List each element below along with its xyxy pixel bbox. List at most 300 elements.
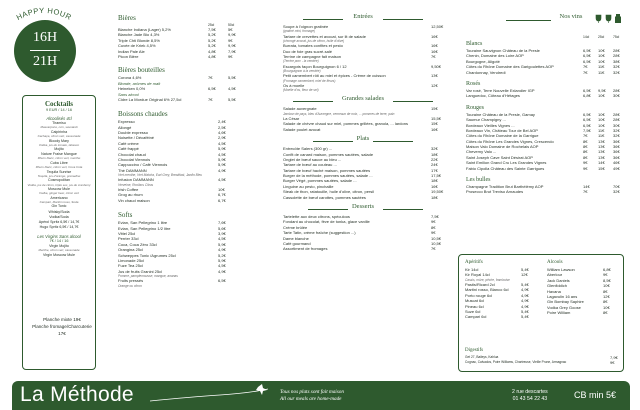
item-name: Cidre La Mordue Original 6% 27,5cl	[118, 96, 182, 102]
item-name: Pastis/Ricard 2cl	[465, 281, 495, 287]
wine-price: 10€	[598, 48, 605, 53]
item-name: Orangina 25cl	[118, 247, 143, 253]
wine-price: 6,5€	[583, 111, 591, 117]
virgin-name: Virgin Moscow Mule	[42, 252, 76, 257]
wine-price: 36€	[613, 154, 620, 160]
item-name: Glenfiddich	[547, 283, 568, 289]
item-name: Café frappé	[118, 146, 139, 152]
entrees-title: Entrées	[353, 13, 373, 20]
wine-price: 8€	[583, 144, 588, 150]
wine-price: 8€	[583, 154, 588, 160]
item-price: 15€	[431, 121, 438, 127]
item-desc: (Terrine porc - la vendée)	[283, 59, 319, 64]
item-price: 5,6€	[218, 225, 226, 231]
item-price: 4,5€	[218, 236, 226, 242]
item-price: 5,2€	[218, 252, 226, 258]
wine-name: Touraine Château de la Presle, Gamay	[466, 111, 535, 117]
wine-price: 13€	[598, 154, 605, 160]
wine-price: 11€	[598, 69, 605, 75]
item-price-large: 4,5€	[228, 86, 236, 92]
happy-hour-label: HAPPY HOUR	[14, 6, 74, 22]
item-price: 19,50€	[431, 189, 444, 195]
item-name: Cognac, Calvados, Poire Williams, Chartreuse, Vieille Prune, Armagnac	[465, 360, 567, 365]
boissons-chaudes-list	[118, 119, 253, 203]
item-price: 16€	[431, 126, 438, 132]
item-name: Petit camembert rôti au miel et épices - Crème de cuisson	[283, 73, 386, 79]
cocktail-desc: Cachaça, citron vert, cassonade	[37, 133, 81, 138]
cocktail-desc: Tequila, jus d'orange, grenadine	[37, 173, 81, 178]
item-name: Jus de fruits Granini 25cl	[118, 268, 163, 274]
item-name: Tartare de bœuf haché maison, pommes sautées	[283, 167, 371, 173]
wine-name: Chenin, Domaine des Loire AOP	[466, 53, 524, 59]
item-name: Tarte Tatin, crème fraîche (suggestion ...)	[283, 230, 356, 236]
item-name: Confit de canard maison, pommes sautées, salade	[283, 151, 374, 157]
desserts-title: Desserts	[351, 203, 375, 211]
planche-fromage: Planche fromage/Charcuterie	[32, 324, 92, 329]
vins-title: Nos vins	[559, 13, 583, 20]
item-price: 4,5€	[218, 151, 226, 157]
wine-price: 36€	[613, 144, 620, 150]
item-price: 12€	[431, 82, 438, 88]
item-name: Porto rouge 6cl	[465, 292, 493, 298]
item-price: 10€	[218, 187, 225, 192]
entrees-list	[283, 24, 443, 92]
item-price: 4,9€	[218, 167, 226, 173]
rouges-title: Rouges	[466, 104, 484, 111]
bieres-header-25: 25cl	[208, 23, 215, 27]
wine-glasses-icon	[593, 14, 623, 24]
item-name: Escargots façon Bourguignon 6 / 12	[283, 63, 347, 69]
cocktails-alcoholic-heading: Alcoolisés 4cl	[46, 116, 72, 122]
wine-price: 10€	[598, 53, 605, 59]
list-row	[118, 97, 253, 102]
item-name: Fondant au chocolat, fève de tonka, glace vanille	[283, 219, 370, 225]
item-price: 7€	[431, 246, 436, 252]
item-price: 5,4€	[521, 314, 529, 320]
wine-name: Bordeaux Vin, Château Tour de Bel AOP	[466, 127, 538, 133]
item-price: 8€	[603, 310, 608, 316]
item-name: La César	[283, 115, 300, 121]
bulles-title: Les bulles	[466, 177, 491, 184]
alcools-title: Alcools	[547, 260, 563, 265]
item-price: 4,6€	[218, 130, 226, 136]
wine-price: 28€	[613, 117, 620, 123]
item-name: Sans alcool	[118, 91, 139, 97]
item-price: 5,9€	[218, 257, 226, 263]
list-row	[283, 195, 443, 200]
wine-price: 6,5€	[583, 117, 591, 123]
list-row	[283, 246, 443, 251]
list-row	[118, 54, 253, 59]
list-row	[283, 64, 443, 69]
item-name: Lagavulin 16 ans	[547, 293, 578, 299]
wine-price: 10€	[598, 122, 605, 128]
item-name: Onglet de bœuf sauce au bleu ...	[283, 156, 342, 162]
blancs-list	[466, 48, 626, 75]
item-price: 8€	[603, 299, 608, 305]
wine-price: 8€	[583, 149, 588, 155]
item-name: Double expresso	[118, 130, 149, 136]
item-name: Crème brûlée	[283, 224, 308, 230]
digestifs-title: Digestifs	[465, 348, 484, 353]
flourish-icon	[150, 383, 270, 407]
wine-price: 28€	[613, 87, 620, 93]
item-price: 5,9€	[218, 241, 226, 247]
list-row	[547, 310, 619, 315]
item-name: Steak de thon, ratatouille, huile d'olive, citron, persil	[283, 189, 375, 195]
item-desc: Cassis, mûre, pêche, framboise	[465, 277, 510, 282]
list-row	[118, 269, 253, 274]
vins-header-14: 14cl	[583, 35, 590, 39]
cocktail-name: Hugo Spritz 6,5€ / 14,7€	[39, 224, 79, 229]
wine-name: Saint Joseph Cave Saint Désirat AOP	[466, 154, 533, 160]
wine-price: 36€	[613, 138, 620, 144]
item-price: 9€	[603, 272, 608, 278]
wine-name: Champagne Tradition Brut Barthélémy AOP	[466, 184, 544, 190]
item-name: Indian Pale Ale	[118, 48, 145, 54]
item-name: Soupe à l'oignon gratinée	[283, 24, 329, 29]
list-row	[118, 177, 253, 182]
item-name: Entrecôte Salers (300 gr) ...	[283, 146, 333, 152]
list-row	[283, 73, 443, 78]
item-name: Fruits pressés	[118, 278, 144, 284]
item-name: Salade poulet avocat	[283, 126, 321, 132]
item-price-large: 5€	[228, 27, 233, 32]
wine-price: 30€	[613, 122, 620, 128]
cocktail-name: Tiramisu	[52, 121, 66, 126]
wine-price: 15€	[598, 165, 605, 171]
list-row	[118, 168, 253, 173]
list-row	[283, 54, 443, 59]
wine-name: Côtes du Rhône Les Grandes Vignes, Crescendo	[466, 138, 554, 144]
item-price: 4,5€	[218, 263, 226, 269]
item-price: 4,9€	[521, 292, 529, 298]
logo: La Méthode	[20, 383, 134, 406]
item-price-large: 9€	[228, 53, 233, 59]
item-name: Vodka Grey Goose	[547, 304, 581, 310]
wine-price: 6,5€	[583, 87, 591, 93]
virgin-desc: Menthe, citron vert, cassonade	[38, 248, 80, 253]
item-name: Campari 6cl	[465, 314, 487, 320]
softs-list	[118, 220, 253, 288]
item-price-small: 5,2€	[208, 43, 216, 49]
virgin-name: Virgin Mojito	[49, 244, 69, 249]
virgins-heading: Les Virgins Sans alcool	[37, 233, 81, 239]
cocktail-name: Apérol Spritz 6,5€ / 14,7€	[38, 219, 80, 224]
item-name: Heineken 0,0%	[118, 86, 146, 92]
happy-hour-divider	[30, 50, 60, 51]
item-price: 12€	[603, 293, 610, 299]
item-name: Blanche Indiana (Lager) 5,2%	[118, 27, 171, 32]
item-price: 12€	[521, 272, 528, 278]
item-name: Cappuccino / Café Viennois	[118, 162, 168, 168]
wine-price: 9,5€	[598, 87, 606, 93]
item-name: Dame blanche	[283, 235, 309, 241]
item-name: Expresso	[118, 119, 135, 125]
bieres-bouteilles-title: Bières bouteilles	[118, 66, 165, 75]
virgin-list	[23, 244, 95, 258]
item-name: Irish Coffee	[118, 187, 139, 192]
virgins-price: 7€ / 14 / 16	[49, 239, 69, 244]
item-name: Tartare de bœuf au couteau ...	[283, 162, 337, 168]
wine-price: 9€	[583, 165, 588, 171]
item-name: Blonde, arômes de malt	[118, 80, 161, 86]
wine-price: 14€	[583, 184, 590, 190]
item-name: Corona 4,6%	[118, 75, 142, 81]
wine-price: 10€	[598, 93, 605, 99]
wine-price: 7€	[583, 64, 588, 70]
list-row	[283, 34, 443, 39]
item-desc: (gratiné mini, fromage)	[283, 29, 316, 34]
item-price: 10,5€	[431, 235, 442, 241]
list-row	[283, 24, 443, 29]
item-price: 7,6€	[218, 220, 226, 226]
item-price: 9€	[431, 219, 436, 225]
cocktail-name: Cuba Libre	[50, 161, 68, 166]
item-price: 16€	[431, 183, 438, 189]
item-name: Linguine au pesto, pinchaille	[283, 183, 334, 189]
item-price: 4,9€	[521, 287, 529, 293]
item-name: Picon Bière	[118, 53, 139, 59]
salades-title: Grandes salades	[341, 95, 385, 103]
item-price: 4,9€	[521, 303, 529, 309]
happy-hour-start: 16H	[32, 30, 58, 45]
item-name: Tartelette aux deux citrons, spéculoos	[283, 214, 350, 220]
spirits-box	[458, 254, 624, 372]
wine-name: Touraine Sauvignon Château de la Presle	[466, 48, 540, 53]
item-desc: Pomme, pamplemousse, mangue, ananas	[118, 274, 178, 279]
item-price: 7€	[431, 53, 436, 59]
plats-title: Plats	[356, 135, 370, 143]
wine-price: 7,5€	[583, 127, 591, 133]
wine-price: 11€	[598, 127, 605, 133]
item-price: 16€	[431, 33, 438, 39]
item-price: 4,5€	[218, 177, 226, 183]
tagline-fr: Tous nos plats sont fait maison	[280, 389, 344, 395]
item-desc: (Fromage camembert, miel de fleurs)	[283, 78, 336, 83]
item-price: 12,50€	[431, 24, 444, 29]
address-street: 2 rue descartes	[512, 389, 548, 395]
aperitifs-title: Apéritifs	[465, 260, 483, 265]
wine-price: 36€	[613, 149, 620, 155]
alcools-list	[547, 267, 619, 316]
wine-price: 7€	[583, 133, 588, 139]
wine-price: 38€	[613, 58, 620, 64]
digestifs-list	[465, 355, 620, 366]
address	[512, 389, 548, 403]
food-column	[283, 14, 443, 252]
cocktail-list	[23, 121, 95, 230]
list-row	[283, 106, 443, 111]
item-name: Muscat 6cl	[465, 298, 485, 304]
cocktail-name: Vodka/Soda	[49, 214, 69, 219]
item-name: Schweppes Tonic /Agrumes 25cl	[118, 252, 176, 258]
item-name: Tartare de crevettes et avocat, sur lit de salade	[283, 33, 366, 39]
item-price: 5,4€	[521, 281, 529, 287]
wine-name: Prosecco Brut Treviso Arnaudes	[466, 189, 524, 195]
roses-list	[466, 88, 626, 99]
wine-price: 11€	[598, 133, 605, 139]
wine-name: Languedoc, Côteau d'Hétages	[466, 93, 520, 99]
wine-name: Chardonnay, Vendredi	[466, 69, 506, 75]
happy-hour-badge	[14, 20, 76, 82]
item-price: 16€	[431, 43, 438, 49]
item-name: Evian, San Pellegrino 1 litre	[118, 220, 168, 226]
item-name: Assortiment de fromages	[283, 246, 328, 252]
list-row	[465, 360, 620, 365]
footer-banner	[12, 381, 630, 410]
list-row	[283, 83, 443, 88]
list-row	[118, 198, 253, 203]
item-desc: Verveine, Rooibos Citrus	[118, 182, 154, 187]
wine-price: 28€	[613, 53, 620, 59]
cocktail-name: Tequila Sunrise	[46, 169, 72, 174]
item-price: 5,4€	[521, 308, 529, 314]
item-name: Cuvée de Kriek 4,5%	[118, 43, 156, 49]
item-name: Get 27, Baileys, Kahlua	[465, 355, 499, 359]
item-price-large: 9,9€	[228, 32, 236, 38]
cocktail-desc: Rhum blanc, citron vert, Coca Cola	[35, 165, 83, 170]
item-desc: Orange ou citron	[118, 283, 142, 288]
wine-name: Cheverny Valo ...	[466, 149, 497, 155]
item-price: 15€	[431, 106, 438, 112]
wine-price: 49€	[613, 165, 620, 171]
cocktail-desc: Campari, Martini rosso, Soda	[39, 199, 79, 204]
wine-price: 14€	[598, 160, 605, 166]
item-price: 8€	[431, 224, 436, 230]
item-name: Vittel 25cl	[118, 230, 136, 236]
item-price: 7,9€	[610, 355, 618, 360]
wine-price: 13€	[598, 149, 605, 155]
item-price: 4,9€	[218, 268, 226, 274]
item-name: Fuze Tea 25cl	[118, 263, 143, 269]
item-name: Triple Chti Blonde 8,5%	[118, 37, 160, 43]
cocktail-name: Gin Tonic	[51, 204, 67, 209]
wine-price: 10€	[598, 58, 605, 64]
wine-price: 6,5€	[583, 48, 591, 53]
item-price-small: 7€	[208, 96, 213, 102]
wine-name: Saumur Champigny ...	[466, 117, 506, 123]
item-price: 22€	[431, 156, 438, 162]
wine-price: 6,8€	[583, 93, 591, 99]
item-price: 5,9€	[218, 146, 226, 152]
item-price: 9,50€	[431, 63, 442, 69]
item-name: Terrine de campagne fait maison	[283, 53, 342, 59]
item-name: Havana	[547, 288, 561, 294]
card-minimum: CB min 5€	[574, 390, 617, 400]
item-name: Kir Royal 14cl	[465, 272, 490, 278]
tagline-en: All our meals are home-made	[280, 396, 342, 402]
item-name: Martini rosso, Bianco 6cl	[465, 287, 509, 293]
item-name: Duo de foie gras sucré-salé	[283, 48, 332, 54]
item-price: 8€	[603, 288, 608, 294]
item-price: 6,8€	[603, 267, 611, 272]
item-name: Café gourmand	[283, 240, 311, 246]
wine-price: 8€	[583, 138, 588, 144]
item-price: 6,5€	[218, 278, 226, 284]
wine-name: Côtes du Rhône Domaine des Garigoulettes AOP	[466, 64, 554, 70]
cocktail-name: Mojito	[54, 147, 64, 152]
item-price-small: 6,5€	[208, 86, 216, 92]
item-name: Vin chaud maison	[118, 197, 150, 203]
item-price-large: 9€	[228, 37, 233, 43]
wine-price: 11€	[598, 64, 605, 70]
bieres-list	[118, 27, 253, 59]
item-name: Thé DAMMANN	[118, 167, 147, 173]
wine-price: 32€	[613, 127, 620, 133]
vins-header-25: 25cl	[598, 35, 605, 39]
item-price: 16€	[431, 48, 438, 54]
item-price: 5,9€	[218, 162, 226, 168]
planche-block	[30, 316, 94, 337]
item-name: Suze 6cl	[465, 308, 481, 314]
wine-price: 32€	[613, 189, 620, 195]
item-price: 2,4€	[218, 119, 226, 125]
wine-name: Fabio Cipolla Château des Sainte Garrigues	[466, 165, 545, 171]
cocktail-name: Bloody Mary	[49, 138, 69, 143]
wine-price: 10€	[598, 111, 605, 117]
plats-list	[283, 146, 443, 200]
aperitifs-list	[465, 267, 537, 320]
item-price-small: 5,2€	[208, 32, 216, 38]
wine-row	[466, 93, 626, 98]
boissons-chaudes-title: Boissons chaudes	[118, 110, 168, 119]
wine-price: 7€	[583, 189, 588, 195]
item-name: Salade auvergnate	[283, 106, 317, 112]
wine-name: Bordeaux Vieilles Vignes ...	[466, 122, 515, 128]
happy-hour-end: 21H	[32, 54, 58, 69]
item-price: 2,5€	[218, 124, 226, 130]
item-name: Cassolette de bœuf carottes, pommes sautées	[283, 194, 366, 200]
item-price: 15,5€	[431, 115, 442, 121]
item-price: 32€	[431, 146, 438, 152]
wine-row	[466, 70, 626, 75]
item-price: 5,4€	[521, 267, 529, 272]
wine-row	[466, 189, 626, 194]
wine-row	[466, 166, 626, 171]
list-row	[118, 278, 253, 283]
item-price-small: 4,8€	[208, 53, 216, 59]
item-name: Chocolat chaud	[118, 151, 146, 157]
planche-mixte: Planche mixte 19€	[43, 317, 81, 322]
bouteilles-list	[118, 75, 253, 102]
bieres-header-50: 50cl	[228, 23, 235, 27]
item-name: Gin Bombay Saphire	[547, 299, 584, 305]
item-name: Burger de la méthode, pommes sautées, salade ...	[283, 173, 373, 179]
item-price: 18€	[431, 151, 438, 157]
cocktails-price: 9 EUR / 14 / 16	[46, 108, 72, 112]
wine-name: Bourgogne, Aligoté	[466, 58, 500, 64]
cocktail-name: Cosmopolitan	[48, 178, 70, 183]
item-name: Limonade 25cl	[118, 257, 145, 263]
cocktail-name: Americano	[50, 195, 68, 200]
cocktail-name: Nature Fraise Mangue	[41, 152, 77, 157]
wine-price: 32€	[613, 133, 620, 139]
item-price-small: 7€	[208, 75, 213, 81]
item-name: Perrier 33cl	[118, 236, 139, 242]
item-price-small: 5,2€	[208, 37, 216, 43]
item-name: Chocolat Viennois	[118, 157, 151, 163]
softs-title: Softs	[118, 211, 133, 220]
salades-list	[283, 106, 443, 132]
item-desc: (Moelle d'os, fleur de sel)	[283, 88, 319, 93]
item-price: 24€	[431, 162, 438, 168]
item-price: 10€	[603, 304, 610, 310]
cocktail-desc: Vodka, jus de citron, triple sec, jus de cranberry	[27, 182, 91, 187]
item-name: Coca, Coca Zéro 33cl	[118, 241, 157, 247]
tagline	[280, 389, 344, 403]
item-price: 13€	[431, 73, 438, 79]
